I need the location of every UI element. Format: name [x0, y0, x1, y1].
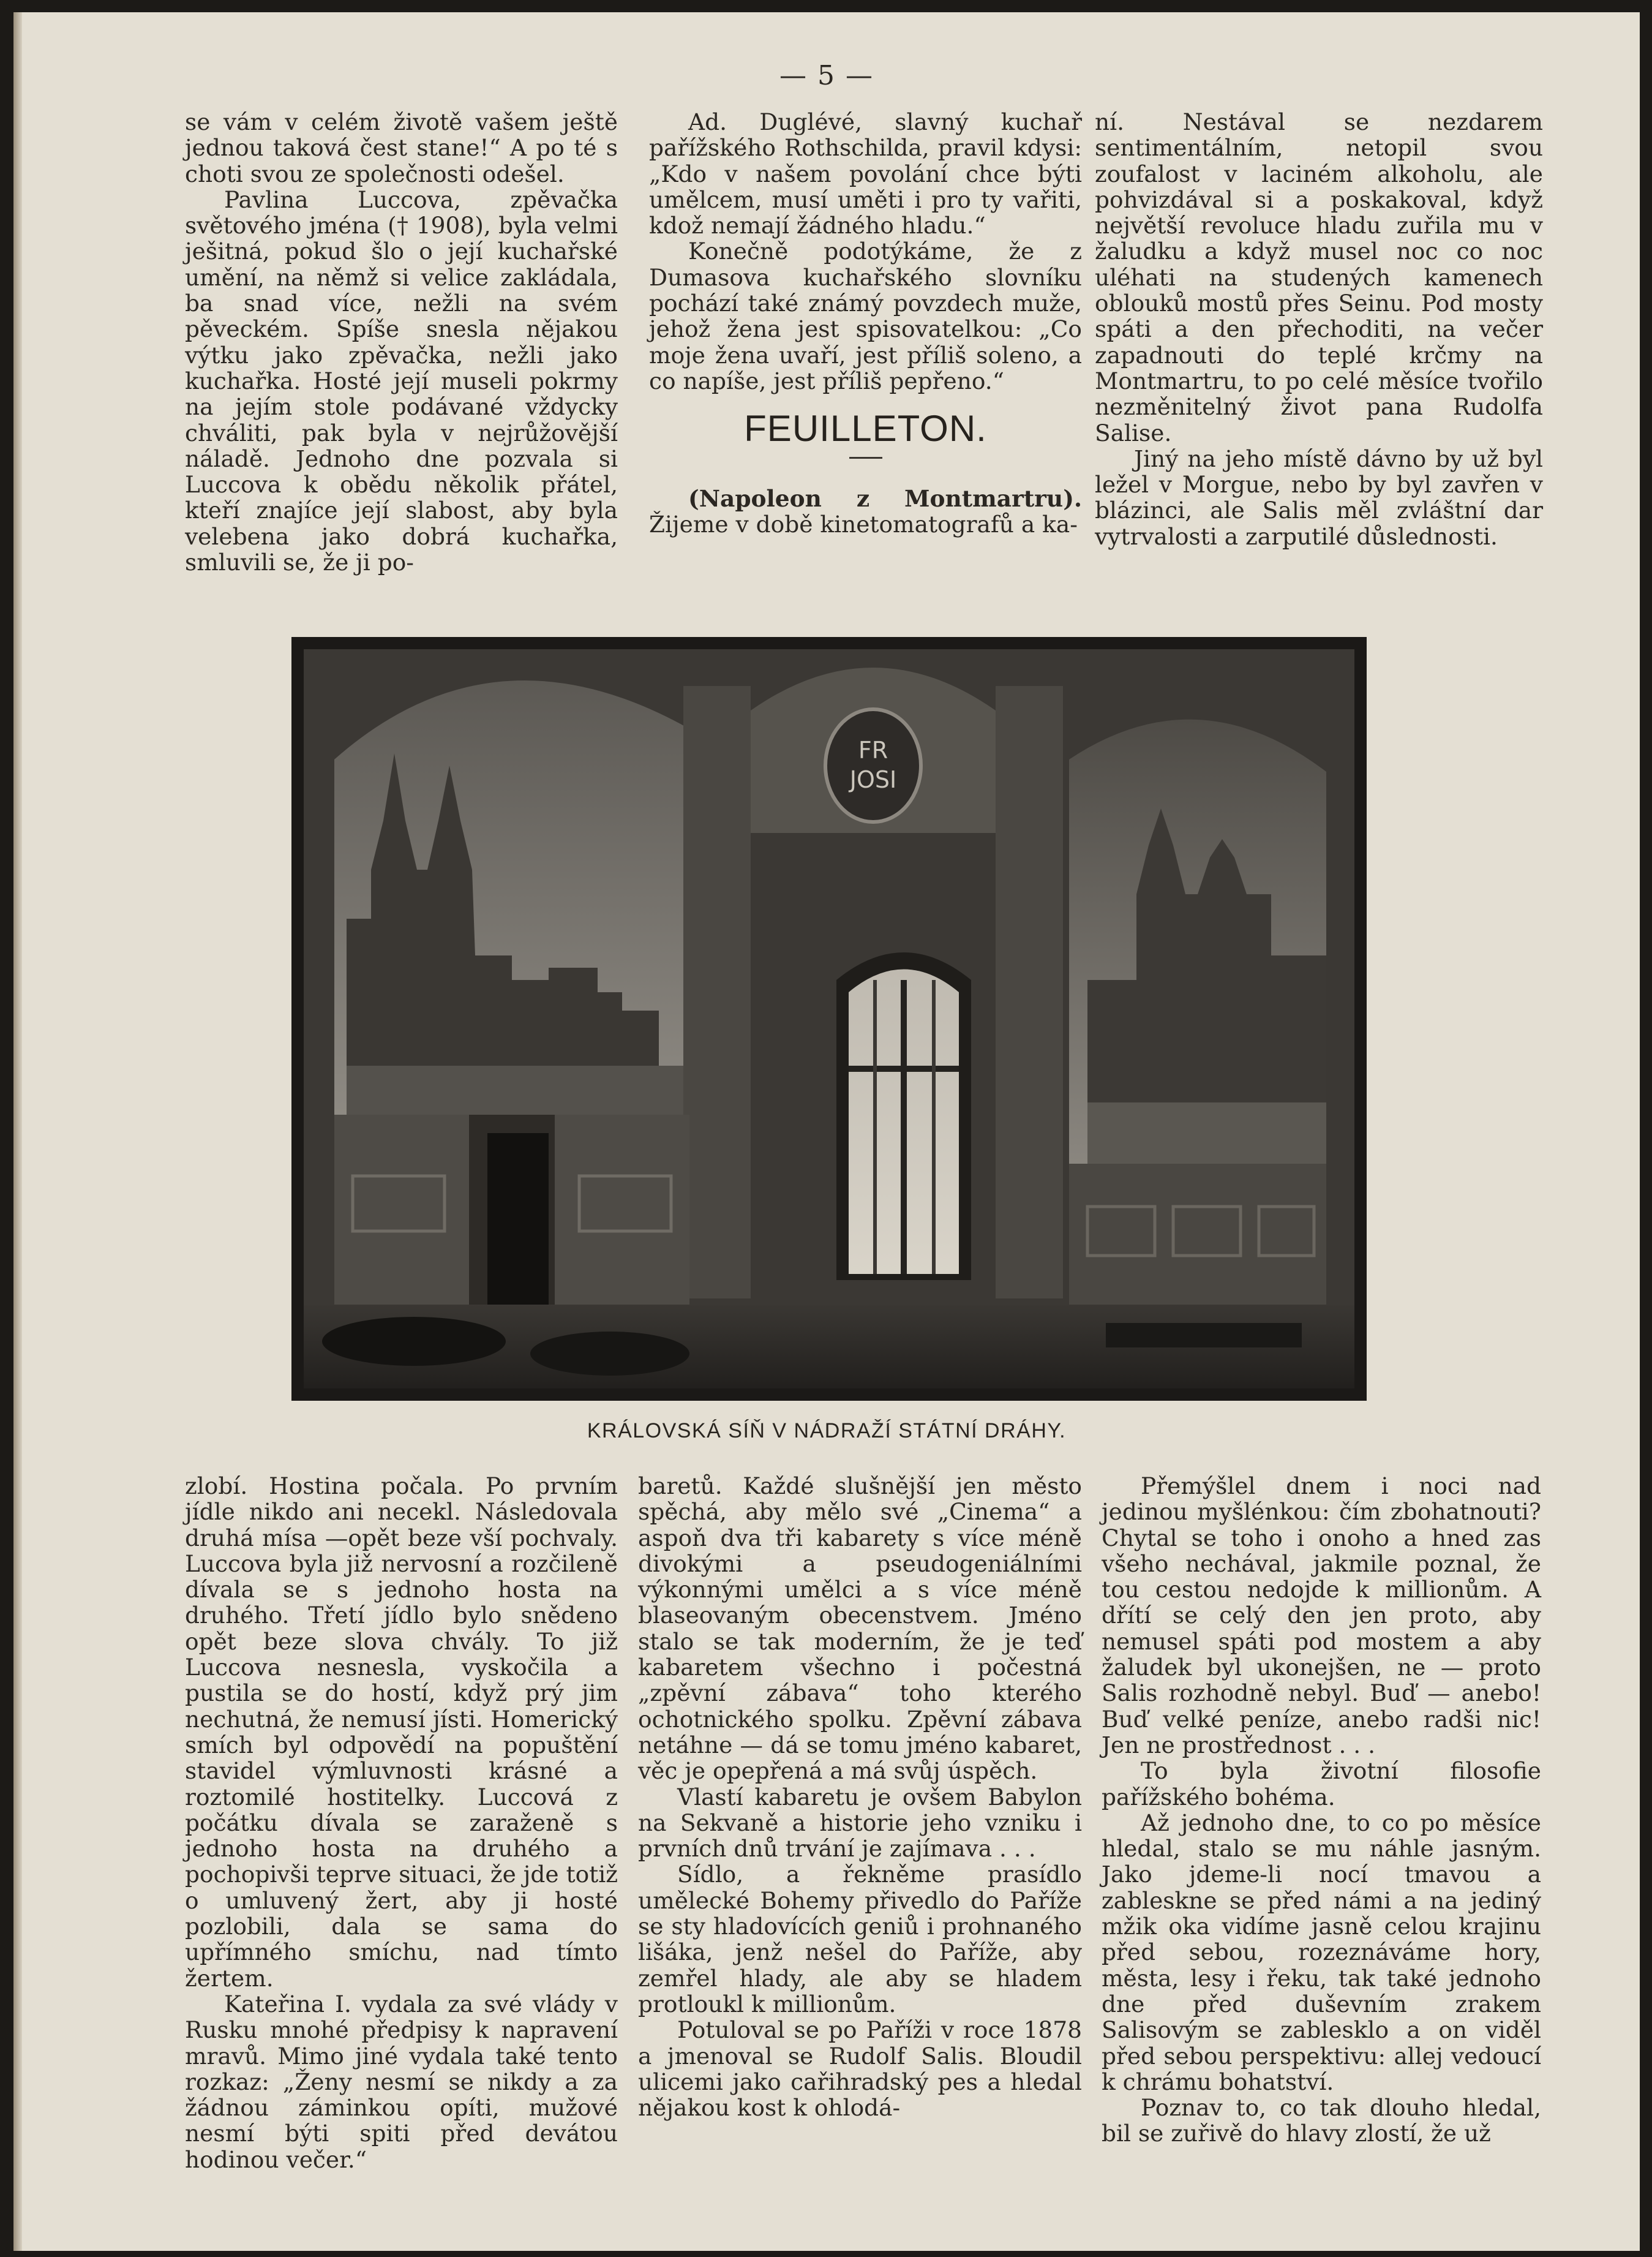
top-column-1	[185, 109, 618, 575]
paragraph: Jiný na jeho místě dávno by už byl ležel v Morgue, nebo by byl zavřen v blázinci, ale Salis měl zvláštní dar vytrvalosti a zarputilé důslednosti.	[1095, 445, 1543, 550]
paragraph: Až jednoho dne, to co po měsíce hledal, stalo se mu náhle jasným. Jako jdeme-li nocí tmavou a zableskne se před námi a na jediný mžik oka vidíme jasně celou krajinu před sebou, rozeznáváme hory, města, lesy i řeku, tak také jednoho dne před duševním zrakem Salisovým se zablesklo a on viděl před sebou perspektivu: allej vedoucí k chrámu bohatství.	[1102, 1809, 1541, 2095]
bottom-column-3	[1102, 1473, 1541, 2147]
page-number: — 5 —	[779, 60, 874, 91]
paragraph: Poznav to, co tak dlouho hledal, bil se zuřivě do hlavy zlostí, že už	[1102, 2094, 1541, 2147]
paragraph-feuilleton-lead	[649, 486, 1082, 538]
paragraph: To byla životní filosofie pařížského bohéma.	[1102, 1757, 1541, 1810]
paragraph: Vlastí kabaretu je ovšem Babylon na Sekvaně a historie jeho vzniku i prvních dnů trvání je zajímava . . .	[638, 1783, 1082, 1863]
photograph-royal-hall	[291, 637, 1367, 1401]
medallion-text-2: JOSI	[849, 766, 897, 793]
paragraph: ní. Nestával se nezdarem sentimentálním, netopil svou zoufalost v laciném alkoholu, ale pohvizdával si a poskakoval, když největší revoluce hladu zuřila mu v žaludku a když musel noc co noc uléhati na studených kamenech oblouků mostů přes Seinu. Pod mosty spáti a den přechoditi, na večer zapadnouti do teplé krčmy na Montmartru, to po celé měsíce tvořilo nezměnitelný život pana Rudolfa Salise.	[1095, 108, 1543, 447]
paragraph: Ad. Duglévé, slavný kuchař pařížského Rothschilda, pravil kdysi: „Kdo v našem povolání chce býti umělcem, musí uměti i pro ty vařiti, kdož nemají žádného hladu.“	[649, 108, 1082, 239]
page-spine-shadow	[13, 12, 22, 2251]
photo-caption: KRÁLOVSKÁ SÍŇ V NÁDRAŽÍ STÁTNÍ DRÁHY.	[587, 1419, 1067, 1442]
top-column-3	[1095, 109, 1543, 549]
paragraph: zlobí. Hostina počala. Po prvním jídle nikdo ani necekl. Následovala druhá mísa —opět beze vší pochvaly. Luccova byla již nervosní a rozčileně dívala se s jednoho hosta na druhého. Třetí jídlo bylo snědeno opět beze slova chvály. To již Luccova nesnesla, vyskočila a pustila se do hostí, když prý jim nechutná, že nemusí jísti. Homerický smích byl odpovědí na popuštění stavidel výmluvnosti krásné a roztomilé hostitelky. Luccová z počátku dívala se zaraženě s jednoho hosta na druhého a pochopivši teprve situaci, že jde totiž o umluvený žert, aby ji hosté pozlobili, dala se sama do upřímného smíchu, nad tímto žertem.	[185, 1472, 618, 1992]
heading-divider	[849, 457, 882, 459]
feuilleton-lead-text: Žijeme v době kinetomatografů a ka-	[649, 510, 1078, 538]
paragraph: Přemýšlel dnem i noci nad jedinou myšlénkou: čím zbohatnouti? Chytal se toho i onoho a hned zas všeho nechával, jakmile poznal, že tou cestou nedojde k millionům. A dřítí se celý den jen proto, aby nemusel spáti pod mostem a aby žaludek byl ukonejšen, ne — proto Salis rozhodně nebyl. Buď — anebo! Buď velké peníze, anebo radši nic! Jen ne prostřednost . . .	[1102, 1472, 1541, 1758]
paragraph: Pavlina Luccova, zpěvačka světového jména († 1908), byla velmi ješitná, pokud šlo o její kuchařské umění, na němž si velice zakládala, ba snad více, nežli na svém pěveckém. Spíše snesla nějakou výtku jako zpěvačka, nežli jako kuchařka. Hosté její museli pokrmy na jejím stole podávané vždycky chváliti, pak byla v nejrůžovější náladě. Jednoho dne pozvala si Luccova k obědu několik přátel, kteří znajíce její slabost, aby byla velebena jako dobrá kuchařka, smluvili se, že ji po-	[185, 186, 618, 576]
medallion-text-1: FR	[858, 737, 888, 764]
paragraph: Potuloval se po Paříži v roce 1878 a jmenoval se Rudolf Salis. Bloudil ulicemi jako cařihradský pes a hledal nějakou kost k ohlodá-	[638, 2016, 1082, 2122]
paragraph: Konečně podotýkáme, že z Dumasova kuchařského slovníku pochází také známý povzdech muže, jehož žena jest spisovatelkou: „Co moje žena uvaří, jest příliš soleno, a co napíše, jest příliš pepřeno.“	[649, 238, 1082, 394]
bottom-column-1	[185, 1473, 618, 2172]
section-heading-feuilleton: FEUILLETON.	[744, 408, 987, 450]
feuilleton-title: (Napoleon z Montmartru).	[688, 484, 1082, 512]
newspaper-page	[13, 12, 1640, 2251]
bottom-column-2	[638, 1473, 1082, 2120]
top-column-2	[649, 109, 1082, 537]
paragraph: Kateřina I. vydala za své vlády v Rusku mnohé předpisy k napravení mravů. Mimo jiné vydala také tento rozkaz: „Ženy nesmí se nikdy a za žádnou záminkou opíti, mužové nesmí býti spiti před devátou hodinou večer.“	[185, 1990, 618, 2173]
paragraph: Sídlo, a řekněme prasídlo umělecké Bohemy přivedlo do Paříže se sty hladovících geniů i prohnaného lišáka, jenž nešel do Paříže, aby zemřel hlady, ale aby se hladem protloukl k millionům.	[638, 1861, 1082, 2018]
paragraph: baretů. Každé slušnější jen město spěchá, aby mělo své „Cinema“ a aspoň dva tři kabarety s více méně divokými a pseudogeniálními výkonnými umělci a s více méně blaseovaným obecenstvem. Jméno stalo se tak moderním, že je teď kabaretem všechno i počestná „zpěvní zábava“ toho kterého ochotnického spolku. Zpěvní zábava netáhne — dá se tomu jméno kabaret, věc je opepřená a má svůj úspěch.	[638, 1472, 1082, 1785]
paragraph: se vám v celém životě vašem ještě jednou taková čest stane!“ A po té s choti svou ze společnosti odešel.	[185, 108, 618, 187]
